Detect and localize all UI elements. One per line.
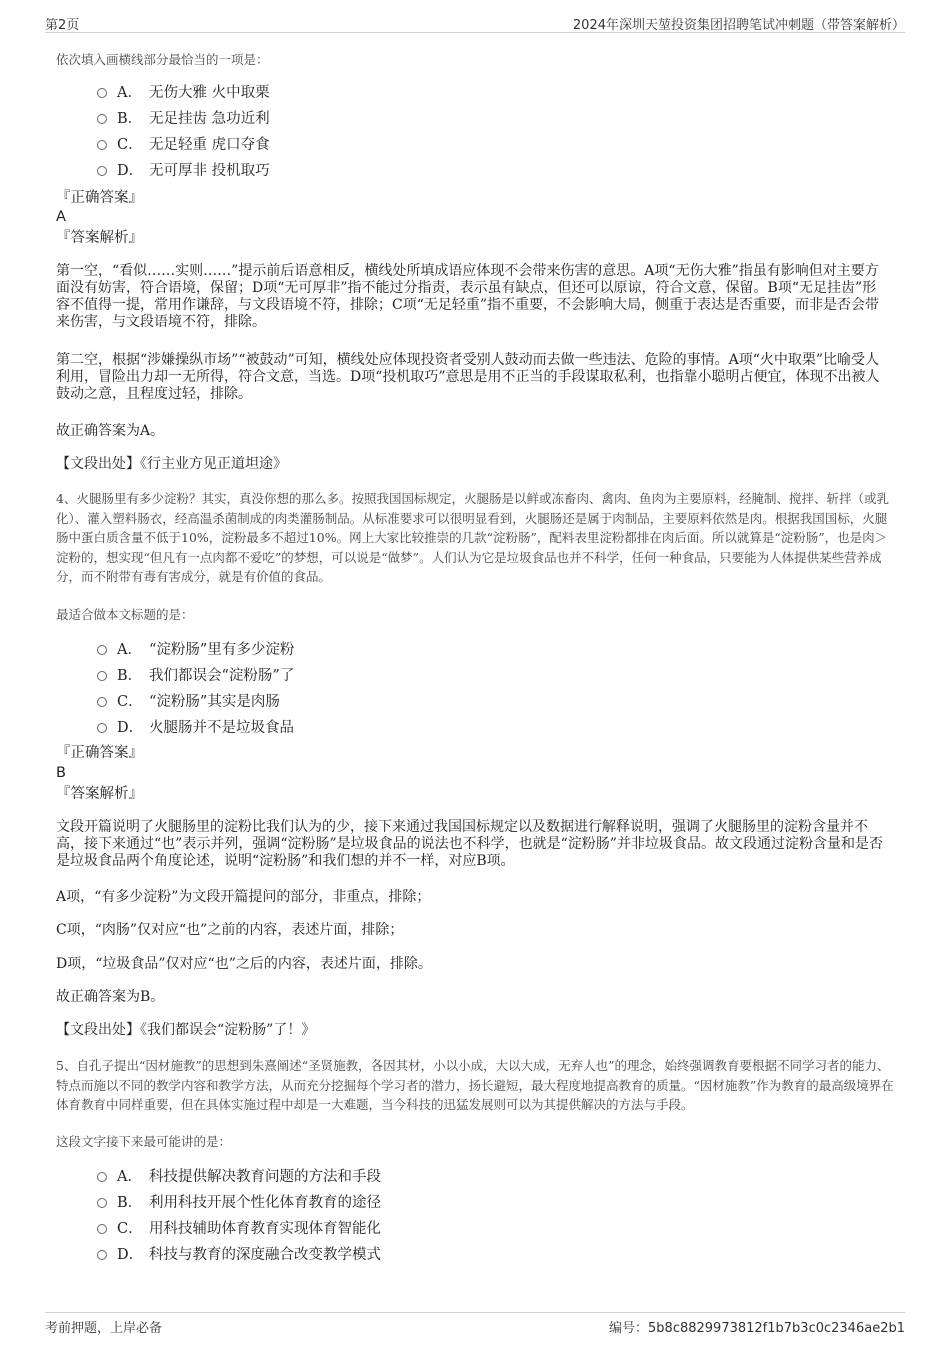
q4-passage: 4、火腿肠里有多少淀粉？其实，真没你想的那么多。按照我国国标规定，火腿肠是以鲜或冻畜肉、禽肉、鱼肉为主要原料，经腌制、搅拌、斩拌（或乳化）、灌入塑料肠衣，经高温杀菌制成的肉类灌肠制品。从标准要求可以很明显看到，火腿肠还是属于肉制品，主要原料依然是肉。根据我国国标，火腿肠中蛋白质含量不低于10%，淀粉最多不超过10%。网上大家比较推崇的几款“淀粉肠”，配料表里淀粉都排在肉后面。所以就算是“淀粉肠”，也是肉＞淀粉的，想实现“但凡有一点肉都不爱吃”的梦想，可以说是“做梦”。人们认为它是垃圾食品也并不科学，任何一种食品，只要能为人体提供某些营养成分，而不附带有毒有害成分，就是有价值的食品。 xyxy=(56,491,889,584)
q4-answer-label: 『正确答案』 xyxy=(56,745,143,761)
radio-icon[interactable] xyxy=(97,723,107,733)
radio-icon[interactable] xyxy=(97,1198,107,1208)
radio-icon[interactable] xyxy=(97,645,107,655)
page-footer xyxy=(45,1312,905,1335)
q3-prompt: 依次填入画横线部分最恰当的一项是： xyxy=(56,52,269,67)
radio-icon[interactable] xyxy=(97,114,107,124)
radio-icon[interactable] xyxy=(97,697,107,707)
q4-analysis-4: D项，“垃圾食品”仅对应“也”之后的内容，表述片面，排除。 xyxy=(56,956,432,972)
q3-option-c[interactable]: C． 无足轻重 虎口夺食 xyxy=(97,130,270,156)
document-title: 2024年深圳天堃投资集团招聘笔试冲刺题（带答案解析） xyxy=(572,18,905,33)
q4-analysis-1: 文段开篇说明了火腿肠里的淀粉比我们认为的少，接下来通过我国国标规定以及数据进行解释说明，强调了火腿肠里的淀粉含量并不高，接下来通过“也”表示并列，强调“淀粉肠”是垃圾食品的说法也不科学，也就是“淀粉肠”并非垃圾食品。故文段通过淀粉含量和是否是垃圾食品两个角度论述，说明“淀粉肠”和我们想的并不一样，对应B项。 xyxy=(56,819,883,869)
radio-icon[interactable] xyxy=(97,671,107,681)
radio-icon[interactable] xyxy=(97,1250,107,1260)
q3-answer-label: 『正确答案』 xyxy=(56,190,143,206)
q3-analysis-label: 『答案解析』 xyxy=(56,230,143,246)
q3-conclusion: 故正确答案为A。 xyxy=(56,423,165,439)
page-header xyxy=(45,12,905,33)
q4-answer: B xyxy=(56,765,66,781)
radio-icon[interactable] xyxy=(97,166,107,176)
page-number: 第2页 xyxy=(45,18,80,33)
footer-slogan: 考前押题，上岸必备 xyxy=(45,1321,163,1336)
q5-option-a[interactable]: A． 科技提供解决教育问题的方法和手段 xyxy=(97,1162,381,1188)
q4-source: 【文段出处】《我们都误会“淀粉肠”了！》 xyxy=(56,1022,316,1038)
q4-analysis-label: 『答案解析』 xyxy=(56,786,143,802)
q3-analysis-1: 第一空，“看似……实则……”提示前后语意相反，横线处所填成语应体现不会带来伤害的意思。A项“无伤大雅”指虽有影响但对主要方面没有妨害，符合语境，保留；D项“无可厚非”指不能过分指责，表示虽有缺点，但还可以原谅，符合文意，保留。B项“无足挂齿”形容不值得一提，常用作谦辞，与文段语境不符，排除；C项“无足轻重”指不重要，不会影响大局，侧重于表达是否重要，而非是否会带来伤害，与文段语境不符，排除。 xyxy=(56,263,880,330)
q5-option-c[interactable]: C． 用科技辅助体育教育实现体育智能化 xyxy=(97,1214,381,1240)
q3-options xyxy=(97,78,270,182)
q3-option-d[interactable]: D． 无可厚非 投机取巧 xyxy=(97,156,270,182)
q4-prompt: 最适合做本文标题的是： xyxy=(56,607,194,622)
q3-option-a[interactable]: A． 无伤大雅 火中取栗 xyxy=(97,78,270,104)
q4-options xyxy=(97,635,294,739)
q4-option-a[interactable]: A． “淀粉肠”里有多少淀粉 xyxy=(97,635,294,661)
radio-icon[interactable] xyxy=(97,1224,107,1234)
q3-source: 【文段出处】《行主业方见正道坦途》 xyxy=(56,456,287,472)
q5-option-d[interactable]: D． 科技与教育的深度融合改变教学模式 xyxy=(97,1240,381,1266)
document-id: 编号：5b8c8829973812f1b7b3c0c2346ae2b1 xyxy=(609,1321,905,1336)
q5-option-b[interactable]: B． 利用科技开展个性化体育教育的途径 xyxy=(97,1188,381,1214)
q4-option-d[interactable]: D． 火腿肠并不是垃圾食品 xyxy=(97,713,294,739)
radio-icon[interactable] xyxy=(97,140,107,150)
q5-prompt: 这段文字接下来最可能讲的是： xyxy=(56,1134,232,1149)
q4-analysis-2: A项，“有多少淀粉”为文段开篇提问的部分，非重点，排除； xyxy=(56,889,431,905)
q3-option-b[interactable]: B． 无足挂齿 急功近利 xyxy=(97,104,270,130)
radio-icon[interactable] xyxy=(97,88,107,98)
q5-options xyxy=(97,1162,381,1266)
q4-analysis-3: C项，“肉肠”仅对应“也”之前的内容，表述片面，排除； xyxy=(56,922,404,938)
q4-conclusion: 故正确答案为B。 xyxy=(56,989,165,1005)
q3-analysis-2: 第二空，根据“涉嫌操纵市场”“被鼓动”可知，横线处应体现投资者受别人鼓动而去做一些违法、危险的事情。A项“火中取栗”比喻受人利用，冒险出力却一无所得，符合文意，当选。D项“投机取巧”意思是用不正当的手段谋取私利，也指靠小聪明占便宜，体现不出被人鼓动之意，且程度过轻，排除。 xyxy=(56,352,880,402)
q4-option-b[interactable]: B． 我们都误会“淀粉肠”了 xyxy=(97,661,294,687)
q4-option-c[interactable]: C． “淀粉肠”其实是肉肠 xyxy=(97,687,294,713)
radio-icon[interactable] xyxy=(97,1172,107,1182)
q3-answer: A xyxy=(56,209,66,225)
q5-passage: 5、自孔子提出“因材施教”的思想到朱熹阐述“圣贤施教，各因其材，小以小成，大以大成，无弃人也”的理念，始终强调教育要根据不同学习者的能力、特点而施以不同的教学内容和教学方法，从而充分挖掘每个学习者的潜力，扬长避短，最大程度地提高教育的质量。“因材施教”作为教育的最高级境界在体育教育中同样重要，但在具体实施过程中却是一大难题，当今科技的迅猛发展则可以为其提供解决的方法与手段。 xyxy=(56,1058,894,1112)
